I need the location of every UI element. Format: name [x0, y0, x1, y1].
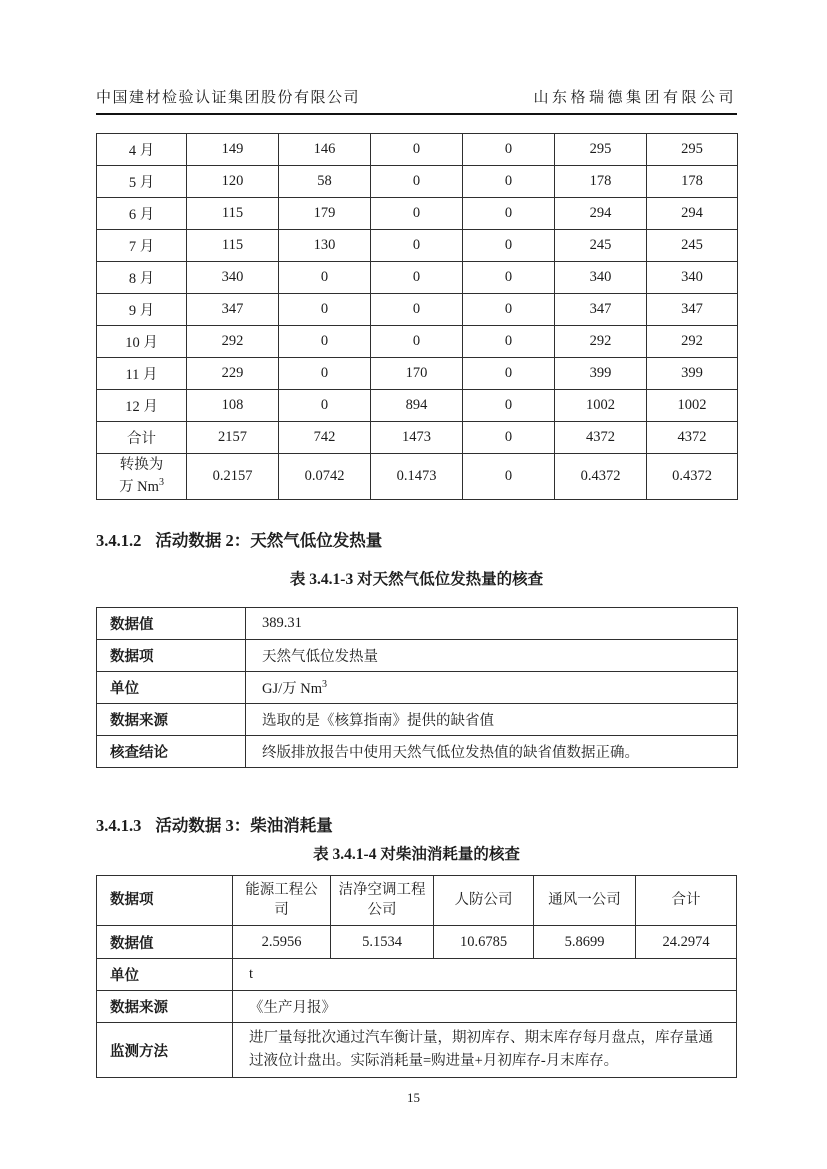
month-label-cell: 7 月 — [97, 230, 187, 262]
month-label-cell: 12 月 — [97, 390, 187, 422]
table-row — [97, 991, 737, 1023]
data-cell: 115 — [187, 230, 279, 262]
data-cell: 0.1473 — [371, 454, 463, 500]
month-label-cell: 合计 — [97, 422, 187, 454]
section-heading-diesel-consumption — [96, 812, 737, 836]
data-cell: 0 — [371, 326, 463, 358]
table-row — [97, 294, 738, 326]
data-cell: 340 — [187, 262, 279, 294]
page-header — [96, 86, 737, 115]
data-cell: 399 — [555, 358, 647, 390]
data-cell: 178 — [555, 166, 647, 198]
month-label-cell: 5 月 — [97, 166, 187, 198]
data-cell: 347 — [187, 294, 279, 326]
row-label-cell: 核查结论 — [97, 736, 246, 768]
data-cell: 0 — [279, 262, 371, 294]
month-label-cell: 4 月 — [97, 134, 187, 166]
data-cell: 130 — [279, 230, 371, 262]
data-cell: 108 — [187, 390, 279, 422]
data-cell: 10.6785 — [434, 926, 534, 959]
table-row — [97, 390, 738, 422]
data-cell: 120 — [187, 166, 279, 198]
conversion-label-sup: 3 — [158, 476, 164, 488]
data-cell: 0 — [463, 262, 555, 294]
conversion-label-cell — [97, 454, 187, 500]
table-row — [97, 166, 738, 198]
conversion-label — [97, 455, 186, 497]
table-row — [97, 1023, 737, 1078]
table-row — [97, 230, 738, 262]
gas-heating-value-table — [96, 607, 738, 768]
section-title: 活动数据 3：柴油消耗量 — [155, 816, 333, 835]
data-cell: 340 — [647, 262, 738, 294]
row-value-cell — [246, 672, 738, 704]
data-cell: 295 — [647, 134, 738, 166]
table-row — [97, 959, 737, 991]
data-cell: 0 — [371, 262, 463, 294]
row-label-cell: 数据项 — [97, 876, 233, 926]
data-cell: 0 — [463, 358, 555, 390]
data-cell: 347 — [647, 294, 738, 326]
data-cell: 294 — [647, 198, 738, 230]
data-cell: 0 — [279, 358, 371, 390]
data-cell: 0 — [463, 198, 555, 230]
table-row — [97, 326, 738, 358]
row-value-cell: 《生产月报》 — [233, 991, 737, 1023]
diesel-consumption-table — [96, 875, 737, 1078]
data-cell: 170 — [371, 358, 463, 390]
data-cell: 295 — [555, 134, 647, 166]
table-header-row — [97, 876, 737, 926]
data-cell: 0 — [371, 166, 463, 198]
row-label-cell: 监测方法 — [97, 1023, 233, 1078]
data-cell: 245 — [555, 230, 647, 262]
company-header-cell: 合计 — [636, 876, 737, 926]
data-cell: 0.0742 — [279, 454, 371, 500]
conversion-label-line1: 转换为 — [119, 457, 164, 474]
row-value-cell: 终版排放报告中使用天然气低位发热值的缺省值数据正确。 — [246, 736, 738, 768]
section-heading-gas-heating-value — [96, 527, 737, 551]
data-cell: 0 — [371, 134, 463, 166]
data-cell: 1002 — [555, 390, 647, 422]
data-cell: 0 — [463, 390, 555, 422]
data-cell: 0 — [371, 294, 463, 326]
data-cell: 0.4372 — [647, 454, 738, 500]
data-cell: 292 — [187, 326, 279, 358]
row-value-cell: 389.31 — [246, 608, 738, 640]
table-caption-gas: 表 3.4.1-3 对天然气低位发热量的核查 — [289, 571, 544, 588]
header-left-company: 中国建材检验认证集团股份有限公司 — [96, 90, 361, 106]
data-cell: 340 — [555, 262, 647, 294]
table-row — [97, 198, 738, 230]
table-row — [97, 926, 737, 959]
data-cell: 0.4372 — [555, 454, 647, 500]
data-cell: 179 — [279, 198, 371, 230]
row-value-cell: 天然气低位发热量 — [246, 640, 738, 672]
data-cell: 294 — [555, 198, 647, 230]
data-cell: 0 — [279, 326, 371, 358]
data-cell: 0 — [463, 422, 555, 454]
table-row — [97, 736, 738, 768]
row-label-cell: 数据来源 — [97, 991, 233, 1023]
data-cell: 5.1534 — [331, 926, 434, 959]
data-cell: 1002 — [647, 390, 738, 422]
section-number: 3.4.1.2 — [96, 531, 142, 550]
data-cell: 0 — [463, 294, 555, 326]
section-title: 活动数据 2：天然气低位发热量 — [155, 531, 383, 550]
data-cell: 0 — [371, 198, 463, 230]
monthly-consumption-table — [96, 133, 738, 500]
month-label-cell: 8 月 — [97, 262, 187, 294]
company-header-cell: 洁净空调工程公司 — [331, 876, 434, 926]
header-right-company: 山东格瑞德集团有限公司 — [533, 90, 737, 106]
row-label-cell: 数据来源 — [97, 704, 246, 736]
section-number: 3.4.1.3 — [96, 816, 142, 835]
conversion-label-line2: 万 Nm — [119, 478, 159, 495]
row-value-cell: t — [233, 959, 737, 991]
company-header-cell: 通风一公司 — [534, 876, 636, 926]
unit-superscript: 3 — [322, 679, 328, 691]
data-cell: 24.2974 — [636, 926, 737, 959]
company-header-cell: 人防公司 — [434, 876, 534, 926]
data-cell: 742 — [279, 422, 371, 454]
data-cell: 245 — [647, 230, 738, 262]
unit-value: GJ/万 Nm — [262, 681, 323, 697]
data-cell: 0 — [463, 326, 555, 358]
data-cell: 347 — [555, 294, 647, 326]
table-row — [97, 358, 738, 390]
data-cell: 5.8699 — [534, 926, 636, 959]
data-cell: 4372 — [647, 422, 738, 454]
table-row — [97, 704, 738, 736]
page-number: 15 — [407, 1090, 420, 1105]
row-label-cell: 数据值 — [97, 926, 233, 959]
data-cell: 0 — [463, 454, 555, 500]
table-row — [97, 608, 738, 640]
month-label-cell: 6 月 — [97, 198, 187, 230]
table-row — [97, 672, 738, 704]
data-cell: 4372 — [555, 422, 647, 454]
row-label-cell: 单位 — [97, 672, 246, 704]
data-cell: 0 — [279, 390, 371, 422]
company-header-cell: 能源工程公司 — [233, 876, 331, 926]
data-cell: 229 — [187, 358, 279, 390]
row-value-cell: 选取的是《核算指南》提供的缺省值 — [246, 704, 738, 736]
row-label-cell: 数据值 — [97, 608, 246, 640]
table-row — [97, 262, 738, 294]
data-cell: 146 — [279, 134, 371, 166]
row-label-cell: 数据项 — [97, 640, 246, 672]
data-cell: 0 — [279, 294, 371, 326]
table-row — [97, 640, 738, 672]
data-cell: 0 — [371, 230, 463, 262]
data-cell: 2.5956 — [233, 926, 331, 959]
table-caption-diesel: 表 3.4.1-4 对柴油消耗量的核查 — [313, 846, 520, 863]
table-row — [97, 422, 738, 454]
month-label-cell: 11 月 — [97, 358, 187, 390]
data-cell: 399 — [647, 358, 738, 390]
data-cell: 0 — [463, 134, 555, 166]
data-cell: 292 — [555, 326, 647, 358]
data-cell: 0 — [463, 166, 555, 198]
data-cell: 149 — [187, 134, 279, 166]
month-label-cell: 10 月 — [97, 326, 187, 358]
data-cell: 178 — [647, 166, 738, 198]
data-cell: 0.2157 — [187, 454, 279, 500]
data-cell: 0 — [463, 230, 555, 262]
data-cell: 115 — [187, 198, 279, 230]
data-cell: 58 — [279, 166, 371, 198]
data-cell: 1473 — [371, 422, 463, 454]
data-cell: 894 — [371, 390, 463, 422]
data-cell: 292 — [647, 326, 738, 358]
month-label-cell: 9 月 — [97, 294, 187, 326]
row-value-cell: 进厂量每批次通过汽车衡计量，期初库存、期末库存每月盘点，库存量通过液位计盘出。实际消耗量=购进量+月初库存-月末库存。 — [233, 1023, 737, 1078]
table-row — [97, 134, 738, 166]
row-label-cell: 单位 — [97, 959, 233, 991]
data-cell: 2157 — [187, 422, 279, 454]
conversion-row — [97, 454, 738, 500]
